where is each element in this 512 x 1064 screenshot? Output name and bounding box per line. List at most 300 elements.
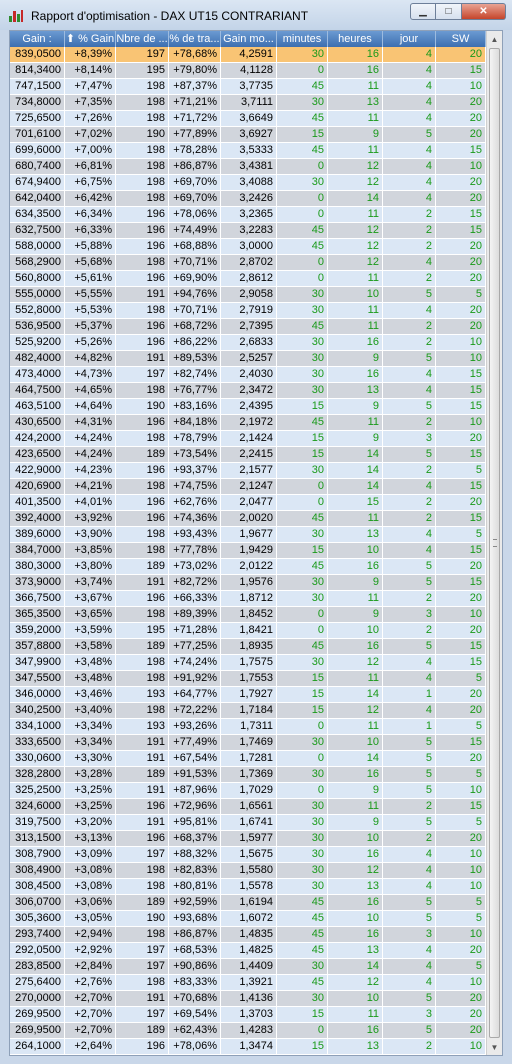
cell-pct-winning: +87,96% (169, 783, 221, 798)
table-row[interactable] (10, 783, 486, 799)
cell-minutes: 30 (277, 95, 328, 110)
cell-jour: 2 (383, 495, 436, 510)
table-row[interactable] (10, 63, 486, 79)
cell-heures: 9 (328, 783, 383, 798)
cell-jour: 2 (383, 335, 436, 350)
cell-nb-trades: 198 (116, 543, 169, 558)
table-row[interactable] (10, 303, 486, 319)
cell-heures: 12 (328, 223, 383, 238)
cell-avg-gain: 1,7553 (221, 671, 277, 686)
cell-sw: 20 (436, 47, 486, 62)
table-row[interactable] (10, 335, 486, 351)
cell-jour: 5 (383, 575, 436, 590)
cell-sw: 5 (436, 959, 486, 974)
cell-gain: 634,3500 (10, 207, 65, 222)
cell-avg-gain: 2,4395 (221, 399, 277, 414)
cell-pct-gain: +3,85% (65, 543, 116, 558)
cell-heures: 13 (328, 1039, 383, 1054)
cell-heures: 11 (328, 799, 383, 814)
cell-heures: 11 (328, 207, 383, 222)
cell-gain: 473,4000 (10, 367, 65, 382)
cell-nb-trades: 189 (116, 1023, 169, 1038)
cell-pct-gain: +3,48% (65, 671, 116, 686)
cell-pct-gain: +5,53% (65, 303, 116, 318)
cell-sw: 15 (436, 399, 486, 414)
cell-minutes: 45 (277, 143, 328, 158)
table-row[interactable] (10, 1039, 486, 1055)
cell-heures: 14 (328, 959, 383, 974)
cell-heures: 11 (328, 671, 383, 686)
cell-jour: 4 (383, 367, 436, 382)
cell-heures: 10 (328, 735, 383, 750)
column-header-pct-winning[interactable]: % de tra... (169, 33, 220, 45)
cell-heures: 13 (328, 879, 383, 894)
table-row[interactable] (10, 591, 486, 607)
cell-gain: 839,0500 (10, 47, 65, 62)
cell-gain: 347,5500 (10, 671, 65, 686)
table-row[interactable] (10, 111, 486, 127)
column-header-nb-trades[interactable]: Nbre de ... (116, 33, 168, 45)
cell-nb-trades: 198 (116, 863, 169, 878)
table-row[interactable] (10, 159, 486, 175)
cell-heures: 9 (328, 351, 383, 366)
table-row[interactable] (10, 751, 486, 767)
table-row[interactable] (10, 847, 486, 863)
table-row[interactable] (10, 703, 486, 719)
table-row[interactable] (10, 383, 486, 399)
table-row[interactable] (10, 511, 486, 527)
table-row[interactable] (10, 255, 486, 271)
cell-jour: 4 (383, 847, 436, 862)
close-button[interactable]: ✕ (462, 3, 506, 20)
cell-sw: 15 (436, 447, 486, 462)
cell-pct-gain: +3,67% (65, 591, 116, 606)
cell-jour: 4 (383, 63, 436, 78)
cell-sw: 20 (436, 687, 486, 702)
cell-heures: 11 (328, 79, 383, 94)
cell-pct-winning: +68,72% (169, 319, 221, 334)
table-row[interactable] (10, 79, 486, 95)
cell-pct-gain: +3,34% (65, 735, 116, 750)
cell-nb-trades: 198 (116, 383, 169, 398)
optimization-report-panel (9, 30, 503, 1056)
table-row[interactable] (10, 975, 486, 991)
cell-minutes: 30 (277, 367, 328, 382)
cell-pct-winning: +68,53% (169, 943, 221, 958)
table-row[interactable] (10, 991, 486, 1007)
table-row[interactable] (10, 399, 486, 415)
table-row[interactable] (10, 143, 486, 159)
cell-pct-gain: +4,21% (65, 479, 116, 494)
cell-gain: 423,6500 (10, 447, 65, 462)
cell-jour: 2 (383, 511, 436, 526)
table-row[interactable] (10, 191, 486, 207)
column-header-avg-gain[interactable]: Gain mo... (221, 31, 277, 47)
cell-gain: 525,9200 (10, 335, 65, 350)
cell-minutes: 30 (277, 959, 328, 974)
column-header-minutes[interactable]: minutes (277, 31, 328, 47)
table-row[interactable] (10, 463, 486, 479)
cell-pct-winning: +62,76% (169, 495, 221, 510)
table-row[interactable] (10, 639, 486, 655)
cell-jour: 1 (383, 687, 436, 702)
table-row[interactable] (10, 223, 486, 239)
cell-sw: 5 (436, 671, 486, 686)
cell-nb-trades: 196 (116, 591, 169, 606)
cell-pct-winning: +73,02% (169, 559, 221, 574)
column-header-heures[interactable]: heures (328, 31, 383, 47)
cell-nb-trades: 189 (116, 447, 169, 462)
cell-heures: 16 (328, 767, 383, 782)
cell-avg-gain: 1,7469 (221, 735, 277, 750)
table-row[interactable] (10, 879, 486, 895)
cell-avg-gain: 3,6649 (221, 111, 277, 126)
cell-heures: 9 (328, 431, 383, 446)
cell-avg-gain: 1,8712 (221, 591, 277, 606)
cell-avg-gain: 1,7184 (221, 703, 277, 718)
cell-minutes: 30 (277, 47, 328, 62)
cell-avg-gain: 3,4088 (221, 175, 277, 190)
cell-pct-winning: +77,78% (169, 543, 221, 558)
table-row[interactable] (10, 831, 486, 847)
table-row[interactable] (10, 127, 486, 143)
cell-pct-winning: +82,72% (169, 575, 221, 590)
cell-nb-trades: 198 (116, 255, 169, 270)
table-row[interactable] (10, 431, 486, 447)
cell-sw: 15 (436, 511, 486, 526)
cell-jour: 3 (383, 431, 436, 446)
table-row[interactable] (10, 543, 486, 559)
cell-sw: 20 (436, 127, 486, 142)
cell-pct-winning: +78,06% (169, 1039, 221, 1054)
table-row[interactable] (10, 1023, 486, 1039)
cell-pct-gain: +4,65% (65, 383, 116, 398)
cell-pct-gain: +2,70% (65, 991, 116, 1006)
cell-pct-winning: +78,79% (169, 431, 221, 446)
table-row[interactable] (10, 527, 486, 543)
cell-gain: 347,9900 (10, 655, 65, 670)
cell-pct-winning: +77,49% (169, 735, 221, 750)
table-row[interactable] (10, 575, 486, 591)
cell-pct-winning: +69,70% (169, 191, 221, 206)
cell-sw: 10 (436, 79, 486, 94)
table-row[interactable] (10, 367, 486, 383)
cell-gain: 384,7000 (10, 543, 65, 558)
table-row[interactable] (10, 719, 486, 735)
table-row[interactable] (10, 175, 486, 191)
cell-heures: 11 (328, 111, 383, 126)
cell-pct-winning: +77,25% (169, 639, 221, 654)
cell-heures: 16 (328, 63, 383, 78)
cell-minutes: 15 (277, 687, 328, 702)
table-row[interactable] (10, 239, 486, 255)
cell-minutes: 45 (277, 927, 328, 942)
cell-nb-trades: 197 (116, 367, 169, 382)
cell-jour: 3 (383, 607, 436, 622)
table-row[interactable] (10, 815, 486, 831)
cell-pct-gain: +7,47% (65, 79, 116, 94)
cell-avg-gain: 1,7369 (221, 767, 277, 782)
table-row[interactable] (10, 943, 486, 959)
cell-nb-trades: 191 (116, 991, 169, 1006)
cell-minutes: 15 (277, 1039, 328, 1054)
cell-nb-trades: 196 (116, 463, 169, 478)
cell-jour: 4 (383, 527, 436, 542)
cell-gain: 734,8000 (10, 95, 65, 110)
cell-avg-gain: 1,9677 (221, 527, 277, 542)
cell-jour: 4 (383, 79, 436, 94)
cell-jour: 4 (383, 47, 436, 62)
cell-minutes: 0 (277, 751, 328, 766)
cell-jour: 5 (383, 767, 436, 782)
cell-nb-trades: 191 (116, 735, 169, 750)
cell-pct-winning: +73,54% (169, 447, 221, 462)
cell-minutes: 0 (277, 271, 328, 286)
table-row[interactable] (10, 687, 486, 703)
cell-pct-gain: +2,70% (65, 1007, 116, 1022)
cell-jour: 4 (383, 703, 436, 718)
cell-pct-gain: +4,24% (65, 431, 116, 446)
cell-gain: 380,3000 (10, 559, 65, 574)
cell-pct-winning: +86,87% (169, 159, 221, 174)
cell-minutes: 0 (277, 479, 328, 494)
cell-nb-trades: 196 (116, 511, 169, 526)
cell-heures: 11 (328, 319, 383, 334)
cell-minutes: 30 (277, 863, 328, 878)
cell-pct-winning: +74,36% (169, 511, 221, 526)
cell-nb-trades: 198 (116, 191, 169, 206)
cell-pct-winning: +72,96% (169, 799, 221, 814)
cell-pct-winning: +74,24% (169, 655, 221, 670)
table-row[interactable] (10, 735, 486, 751)
cell-pct-gain: +3,13% (65, 831, 116, 846)
table-row[interactable] (10, 207, 486, 223)
cell-avg-gain: 1,6741 (221, 815, 277, 830)
cell-sw: 10 (436, 975, 486, 990)
table-row[interactable] (10, 351, 486, 367)
minimize-button[interactable]: ▁ (410, 3, 436, 20)
column-header-pct-gain[interactable]: ⬆ % Gain (65, 33, 115, 45)
table-row[interactable] (10, 863, 486, 879)
cell-jour: 2 (383, 623, 436, 638)
cell-pct-winning: +74,49% (169, 223, 221, 238)
cell-heures: 10 (328, 911, 383, 926)
table-row[interactable] (10, 623, 486, 639)
cell-avg-gain: 2,7395 (221, 319, 277, 334)
cell-avg-gain: 1,3921 (221, 975, 277, 990)
cell-pct-gain: +7,02% (65, 127, 116, 142)
cell-gain: 340,2500 (10, 703, 65, 718)
cell-avg-gain: 1,5977 (221, 831, 277, 846)
cell-gain: 552,8000 (10, 303, 65, 318)
window-title-bar[interactable] (0, 0, 512, 30)
cell-sw: 10 (436, 847, 486, 862)
cell-minutes: 45 (277, 415, 328, 430)
scrollbar-thumb[interactable] (489, 48, 500, 1038)
cell-minutes: 45 (277, 895, 328, 910)
table-row[interactable] (10, 479, 486, 495)
cell-pct-winning: +86,22% (169, 335, 221, 350)
cell-pct-winning: +89,53% (169, 351, 221, 366)
cell-heures: 12 (328, 239, 383, 254)
cell-minutes: 0 (277, 719, 328, 734)
cell-pct-gain: +2,92% (65, 943, 116, 958)
cell-minutes: 30 (277, 847, 328, 862)
cell-gain: 699,6000 (10, 143, 65, 158)
cell-pct-winning: +68,88% (169, 239, 221, 254)
table-row[interactable] (10, 607, 486, 623)
table-row[interactable] (10, 767, 486, 783)
cell-sw: 20 (436, 591, 486, 606)
scroll-down-arrow-icon[interactable]: ▼ (490, 1042, 499, 1052)
cell-minutes: 0 (277, 607, 328, 622)
cell-jour: 4 (383, 175, 436, 190)
table-row[interactable] (10, 447, 486, 463)
cell-jour: 4 (383, 191, 436, 206)
cell-sw: 20 (436, 1023, 486, 1038)
cell-minutes: 30 (277, 287, 328, 302)
cell-pct-gain: +7,00% (65, 143, 116, 158)
cell-minutes: 45 (277, 911, 328, 926)
cell-sw: 20 (436, 95, 486, 110)
table-row[interactable] (10, 927, 486, 943)
cell-heures: 14 (328, 447, 383, 462)
cell-heures: 14 (328, 751, 383, 766)
table-row[interactable] (10, 1007, 486, 1023)
table-row[interactable] (10, 287, 486, 303)
cell-jour: 4 (383, 303, 436, 318)
cell-sw: 20 (436, 239, 486, 254)
cell-pct-gain: +3,20% (65, 815, 116, 830)
cell-pct-gain: +2,64% (65, 1039, 116, 1054)
cell-nb-trades: 193 (116, 719, 169, 734)
table-row[interactable] (10, 271, 486, 287)
cell-nb-trades: 198 (116, 143, 169, 158)
cell-gain: 482,4000 (10, 351, 65, 366)
cell-pct-winning: +92,59% (169, 895, 221, 910)
table-row[interactable] (10, 47, 486, 63)
cell-nb-trades: 193 (116, 687, 169, 702)
cell-minutes: 15 (277, 671, 328, 686)
cell-minutes: 0 (277, 623, 328, 638)
table-row[interactable] (10, 495, 486, 511)
table-row[interactable] (10, 959, 486, 975)
cell-sw: 20 (436, 319, 486, 334)
cell-avg-gain: 3,4381 (221, 159, 277, 174)
cell-sw: 15 (436, 223, 486, 238)
cell-jour: 4 (383, 383, 436, 398)
cell-sw: 5 (436, 911, 486, 926)
table-row[interactable] (10, 895, 486, 911)
cell-heures: 15 (328, 495, 383, 510)
cell-pct-gain: +3,25% (65, 799, 116, 814)
cell-minutes: 0 (277, 159, 328, 174)
maximize-button[interactable]: □ (436, 3, 462, 20)
table-row[interactable] (10, 95, 486, 111)
cell-gain: 308,7900 (10, 847, 65, 862)
cell-pct-gain: +3,28% (65, 767, 116, 782)
cell-jour: 4 (383, 95, 436, 110)
cell-minutes: 45 (277, 239, 328, 254)
cell-minutes: 0 (277, 1023, 328, 1038)
cell-gain: 330,0600 (10, 751, 65, 766)
cell-nb-trades: 198 (116, 479, 169, 494)
cell-jour: 4 (383, 879, 436, 894)
scroll-up-arrow-icon[interactable]: ▲ (490, 34, 499, 44)
table-row[interactable] (10, 319, 486, 335)
cell-pct-gain: +3,25% (65, 783, 116, 798)
table-row[interactable] (10, 415, 486, 431)
cell-heures: 9 (328, 399, 383, 414)
cell-avg-gain: 1,4136 (221, 991, 277, 1006)
cell-pct-winning: +91,92% (169, 671, 221, 686)
cell-gain: 814,3400 (10, 63, 65, 78)
cell-minutes: 30 (277, 575, 328, 590)
cell-pct-gain: +5,61% (65, 271, 116, 286)
cell-pct-winning: +93,26% (169, 719, 221, 734)
cell-pct-gain: +3,08% (65, 863, 116, 878)
cell-nb-trades: 198 (116, 303, 169, 318)
cell-jour: 2 (383, 223, 436, 238)
cell-nb-trades: 198 (116, 927, 169, 942)
cell-gain: 269,9500 (10, 1023, 65, 1038)
cell-jour: 4 (383, 671, 436, 686)
cell-jour: 4 (383, 975, 436, 990)
cell-minutes: 30 (277, 799, 328, 814)
cell-nb-trades: 191 (116, 815, 169, 830)
cell-pct-winning: +88,32% (169, 847, 221, 862)
cell-gain: 392,4000 (10, 511, 65, 526)
cell-sw: 15 (436, 383, 486, 398)
cell-minutes: 15 (277, 543, 328, 558)
cell-gain: 270,0000 (10, 991, 65, 1006)
column-header-jour[interactable]: jour (383, 31, 436, 47)
cell-pct-winning: +93,37% (169, 463, 221, 478)
cell-heures: 12 (328, 703, 383, 718)
cell-pct-winning: +93,68% (169, 911, 221, 926)
cell-avg-gain: 1,4283 (221, 1023, 277, 1038)
cell-minutes: 45 (277, 319, 328, 334)
column-header-sw[interactable]: SW (436, 31, 486, 47)
cell-pct-gain: +2,70% (65, 1023, 116, 1038)
table-row[interactable] (10, 911, 486, 927)
cell-pct-winning: +77,89% (169, 127, 221, 142)
cell-sw: 20 (436, 623, 486, 638)
vertical-scrollbar[interactable] (486, 31, 502, 1055)
cell-jour: 2 (383, 831, 436, 846)
cell-jour: 2 (383, 591, 436, 606)
cell-pct-winning: +70,68% (169, 991, 221, 1006)
cell-minutes: 30 (277, 591, 328, 606)
cell-minutes: 45 (277, 943, 328, 958)
cell-heures: 11 (328, 303, 383, 318)
cell-avg-gain: 2,3472 (221, 383, 277, 398)
cell-avg-gain: 2,2415 (221, 447, 277, 462)
table-row[interactable] (10, 655, 486, 671)
cell-gain: 463,5100 (10, 399, 65, 414)
cell-heures: 11 (328, 591, 383, 606)
table-row[interactable] (10, 671, 486, 687)
cell-pct-winning: +82,83% (169, 863, 221, 878)
cell-nb-trades: 198 (116, 79, 169, 94)
cell-pct-gain: +3,05% (65, 911, 116, 926)
cell-pct-winning: +69,70% (169, 175, 221, 190)
table-row[interactable] (10, 559, 486, 575)
column-header-gain[interactable]: Gain : (10, 31, 65, 47)
cell-gain: 464,7500 (10, 383, 65, 398)
table-row[interactable] (10, 799, 486, 815)
cell-nb-trades: 198 (116, 607, 169, 622)
